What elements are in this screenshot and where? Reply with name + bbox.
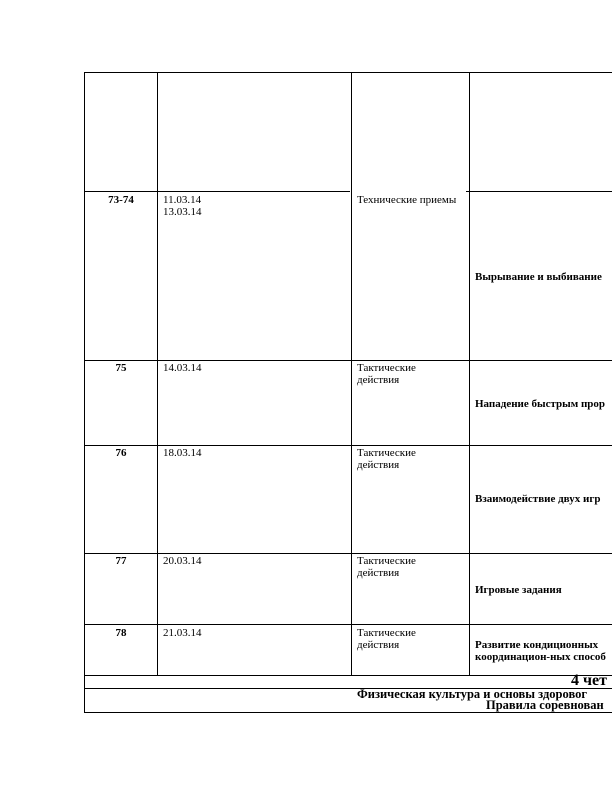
- lesson-number: 73-74: [108, 194, 134, 206]
- table-border-left: [84, 72, 85, 713]
- lesson-number: 75: [115, 362, 127, 374]
- lesson-topic: Игровые задания: [475, 584, 562, 596]
- row-divider: [84, 445, 612, 446]
- lesson-dates: 20.03.14: [163, 555, 202, 567]
- lesson-dates: 21.03.14: [163, 627, 202, 639]
- row-divider: [84, 553, 612, 554]
- lesson-dates: 11.03.14 13.03.14: [163, 194, 202, 218]
- row-divider: [84, 191, 350, 192]
- lesson-number: 76: [115, 447, 127, 459]
- module-subtitle: Правила соревнован: [486, 698, 604, 712]
- lesson-dates: 14.03.14: [163, 362, 202, 374]
- row-divider: [84, 624, 612, 625]
- lesson-section: Тактические действия: [357, 447, 416, 471]
- row-divider: [84, 360, 612, 361]
- row-divider: [84, 675, 612, 676]
- lesson-number: 77: [115, 555, 127, 567]
- lesson-section: Тактические действия: [357, 627, 416, 651]
- table-border-top: [84, 72, 612, 73]
- column-divider-section-topic: [469, 72, 470, 675]
- column-divider-number-date: [157, 72, 158, 675]
- lesson-section: Тактические действия: [357, 555, 416, 579]
- lesson-dates: 18.03.14: [163, 447, 202, 459]
- module-title: Физическая культура и основы здоровог: [357, 687, 588, 701]
- lesson-number: 78: [115, 627, 127, 639]
- lesson-topic: Вырывание и выбивание: [475, 271, 602, 283]
- lesson-section: Технические приемы: [357, 194, 457, 206]
- quarter-heading: 4 чет: [571, 672, 607, 689]
- column-divider-date-section: [351, 72, 352, 675]
- row-divider: [466, 191, 612, 192]
- lesson-topic: Нападение быстрым прор: [475, 398, 606, 410]
- lesson-topic: Взаимодействие двух игр: [475, 493, 601, 505]
- lesson-section: Тактические действия: [357, 362, 416, 386]
- table-border-bottom: [84, 712, 612, 713]
- lesson-topic: Развитие кондиционных координацион-ных способ: [475, 639, 606, 663]
